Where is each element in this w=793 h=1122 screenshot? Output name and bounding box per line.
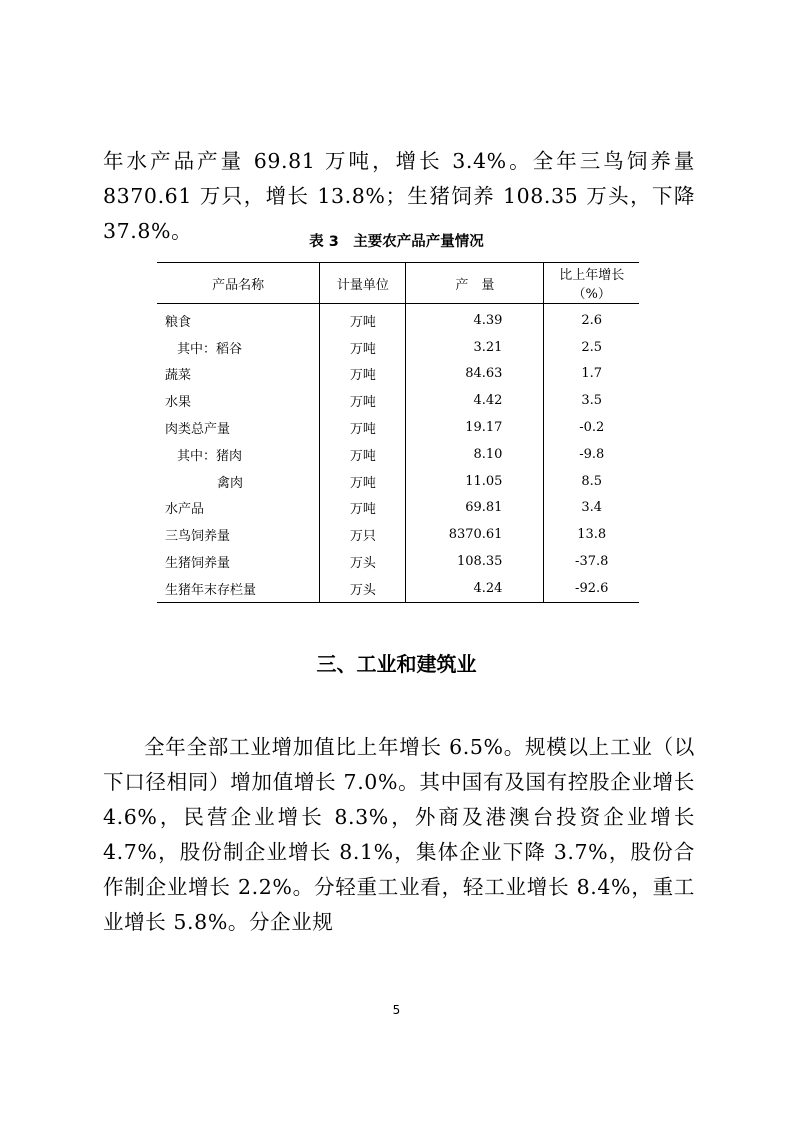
row-product-name: 肉类总产量 — [165, 422, 231, 438]
header-product-name: 产品名称 — [157, 263, 320, 304]
row-unit: 万吨 — [320, 495, 406, 522]
row-output: 3.21 — [406, 334, 544, 361]
row-unit: 万吨 — [320, 414, 406, 441]
row-unit: 万头 — [320, 575, 406, 602]
header-unit: 计量单位 — [320, 263, 406, 304]
page-number: 5 — [392, 1003, 401, 1017]
row-output: 69.81 — [406, 495, 544, 522]
row-product-name: 水产品 — [165, 502, 205, 518]
intro-paragraph: 年水产品产量 69.81 万吨，增长 3.4%。全年三鸟饲养量 8370.61 万只，增长 13.8%；生猪饲养 108.35 万头，下降 37.8%。 — [103, 149, 695, 243]
row-growth: 13.8 — [544, 521, 639, 548]
row-unit: 万吨 — [320, 387, 406, 414]
row-output: 8370.61 — [406, 521, 544, 548]
row-output: 4.39 — [406, 304, 544, 334]
row-product-name: 水果 — [165, 395, 192, 411]
row-growth: 2.5 — [544, 334, 639, 361]
row-product-name: 生猪饲养量 — [165, 556, 231, 572]
table-row — [157, 414, 639, 441]
row-growth: -0.2 — [544, 414, 639, 441]
row-unit: 万吨 — [320, 468, 406, 495]
row-unit: 万头 — [320, 548, 406, 575]
row-growth: -92.6 — [544, 575, 639, 602]
row-product-name: 三鸟饲养量 — [165, 529, 231, 545]
row-unit: 万吨 — [320, 361, 406, 388]
row-unit: 万只 — [320, 521, 406, 548]
row-product-name: 生猪年末存栏量 — [157, 575, 320, 602]
row-product-name: 蔬菜 — [165, 368, 192, 384]
row-product-name: 粮食 — [165, 314, 192, 330]
table-row — [157, 548, 639, 575]
table-row — [157, 304, 639, 334]
row-growth: -37.8 — [544, 548, 639, 575]
table-header-row — [157, 263, 639, 304]
row-unit: 万吨 — [320, 304, 406, 334]
row-output: 4.24 — [406, 575, 544, 602]
table-row — [157, 468, 639, 495]
row-growth: 8.5 — [544, 468, 639, 495]
table-row — [157, 495, 639, 522]
table-row — [157, 441, 639, 468]
row-growth: 2.6 — [544, 304, 639, 334]
table-row — [157, 334, 639, 361]
row-growth: 1.7 — [544, 361, 639, 388]
table-row — [157, 361, 639, 388]
row-output: 84.63 — [406, 361, 544, 388]
row-output: 108.35 — [406, 548, 544, 575]
header-growth: 比上年增长（%） — [544, 263, 639, 304]
agri-output-table — [157, 262, 639, 603]
row-unit: 万吨 — [320, 441, 406, 468]
row-output: 4.42 — [406, 387, 544, 414]
row-unit: 万吨 — [320, 334, 406, 361]
row-product-name: 其中：稻谷 — [177, 341, 243, 357]
table-row — [157, 387, 639, 414]
table-row — [157, 575, 639, 602]
industry-paragraph: 全年全部工业增加值比上年增长 6.5%。规模以上工业（以下口径相同）增加值增长 7.0%。其中国有及国有控股企业增长 4.6%，民营企业增长 8.3%，外商及港澳台投资企业增长 4.7%，股份制企业增长 8.1%，集体企业下降 3.7%，股份合作制企业增长 2.2%。分轻重工业看，轻工业增长 8.4%，重工业增长 5.8%。分企业规 — [103, 735, 695, 934]
section-heading: 三、工业和建筑业 — [316, 652, 477, 676]
row-output: 11.05 — [406, 468, 544, 495]
table-caption: 表 3 主要农产品产量情况 — [309, 234, 484, 250]
row-output: 8.10 — [406, 441, 544, 468]
table-row — [157, 521, 639, 548]
row-growth: -9.8 — [544, 441, 639, 468]
row-growth: 3.4 — [544, 495, 639, 522]
row-growth: 3.5 — [544, 387, 639, 414]
row-product-name: 其中：猪肉 — [177, 448, 243, 464]
header-output: 产 量 — [406, 263, 544, 304]
row-product-name: 禽肉 — [217, 475, 244, 491]
row-output: 19.17 — [406, 414, 544, 441]
